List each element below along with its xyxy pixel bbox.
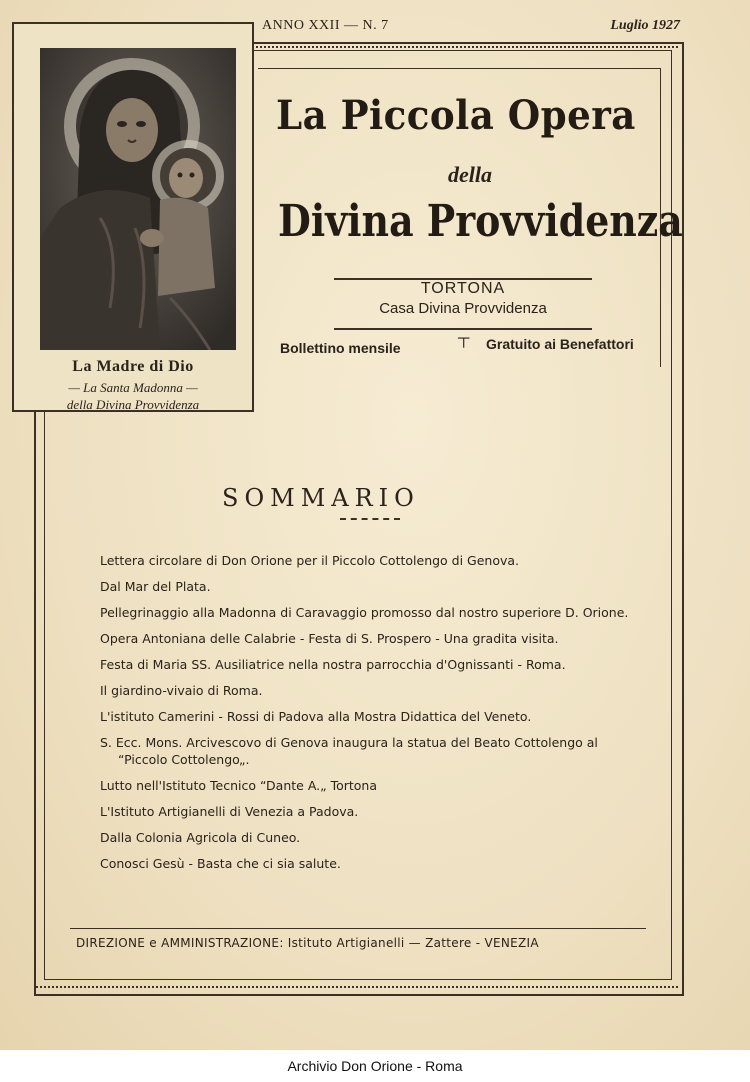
summary-item: S. Ecc. Mons. Arcivescovo di Genova inaugura la statua del Beato Cottolengo al “Piccolo Cottolengo„.	[100, 735, 598, 767]
summary-item: L'istituto Camerini - Rossi di Padova alla Mostra Didattica del Veneto.	[100, 709, 532, 724]
caption-line-1: — La Santa Madonna —	[68, 380, 198, 395]
madonna-icon	[40, 48, 236, 350]
bottom-deco-border	[36, 986, 678, 988]
town-name: TORTONA	[420, 280, 506, 297]
summary-item: Il giardino-vivaio di Roma.	[100, 683, 263, 698]
summary-item: Lutto nell'Istituto Tecnico “Dante A.„ Tortona	[100, 778, 378, 793]
house-name: Casa Divina Provvidenza	[379, 300, 547, 317]
archive-label: Archivio Don Orione - Roma	[0, 1050, 750, 1082]
summary-heading: SOMMARIO	[222, 484, 420, 512]
icon-panel	[12, 22, 254, 412]
issue-date: Luglio 1927	[610, 18, 680, 33]
summary-item: Conosci Gesù - Basta che ci sia salute.	[100, 856, 341, 871]
caption-line-2: della Divina Provvidenza	[66, 397, 200, 412]
caption-title: La Madre di Dio	[72, 358, 194, 375]
summary-item: Opera Antoniana delle Calabrie - Festa di S. Prospero - Una gradita visita.	[100, 631, 559, 646]
title-della: della	[448, 162, 492, 187]
title-line-1: La Piccola Opera	[276, 92, 636, 139]
summary-ornament	[340, 518, 400, 520]
summary-item: Pellegrinaggio alla Madonna di Caravaggio promosso dal nostro superiore D. Orione.	[100, 605, 629, 620]
separator-mark: ┬	[458, 330, 470, 347]
issue-number: ANNO XXII — N. 7	[262, 18, 389, 33]
summary-item: Dal Mar del Plata.	[100, 579, 211, 594]
free-label: Gratuito ai Benefattori	[486, 336, 634, 352]
madonna-icon-drawing	[40, 48, 236, 350]
bulletin-label: Bollettino mensile	[280, 340, 401, 356]
summary-item: Dalla Colonia Agricola di Cuneo.	[100, 830, 301, 845]
town-box	[334, 278, 592, 330]
summary-item: Festa di Maria SS. Ausiliatrice nella nostra parrocchia d'Ognissanti - Roma.	[100, 657, 566, 672]
summary-item: Lettera circolare di Don Orione per il Piccolo Cottolengo di Genova.	[100, 553, 520, 568]
title-line-2: Divina Provvidenza	[278, 196, 683, 247]
summary-item: L'Istituto Artigianelli di Venezia a Padova.	[100, 804, 359, 819]
footer-address: DIREZIONE e AMMINISTRAZIONE: Istituto Artigianelli — Zattere - VENEZIA	[76, 936, 539, 950]
summary-list	[100, 552, 640, 881]
footer-rule	[70, 928, 646, 929]
